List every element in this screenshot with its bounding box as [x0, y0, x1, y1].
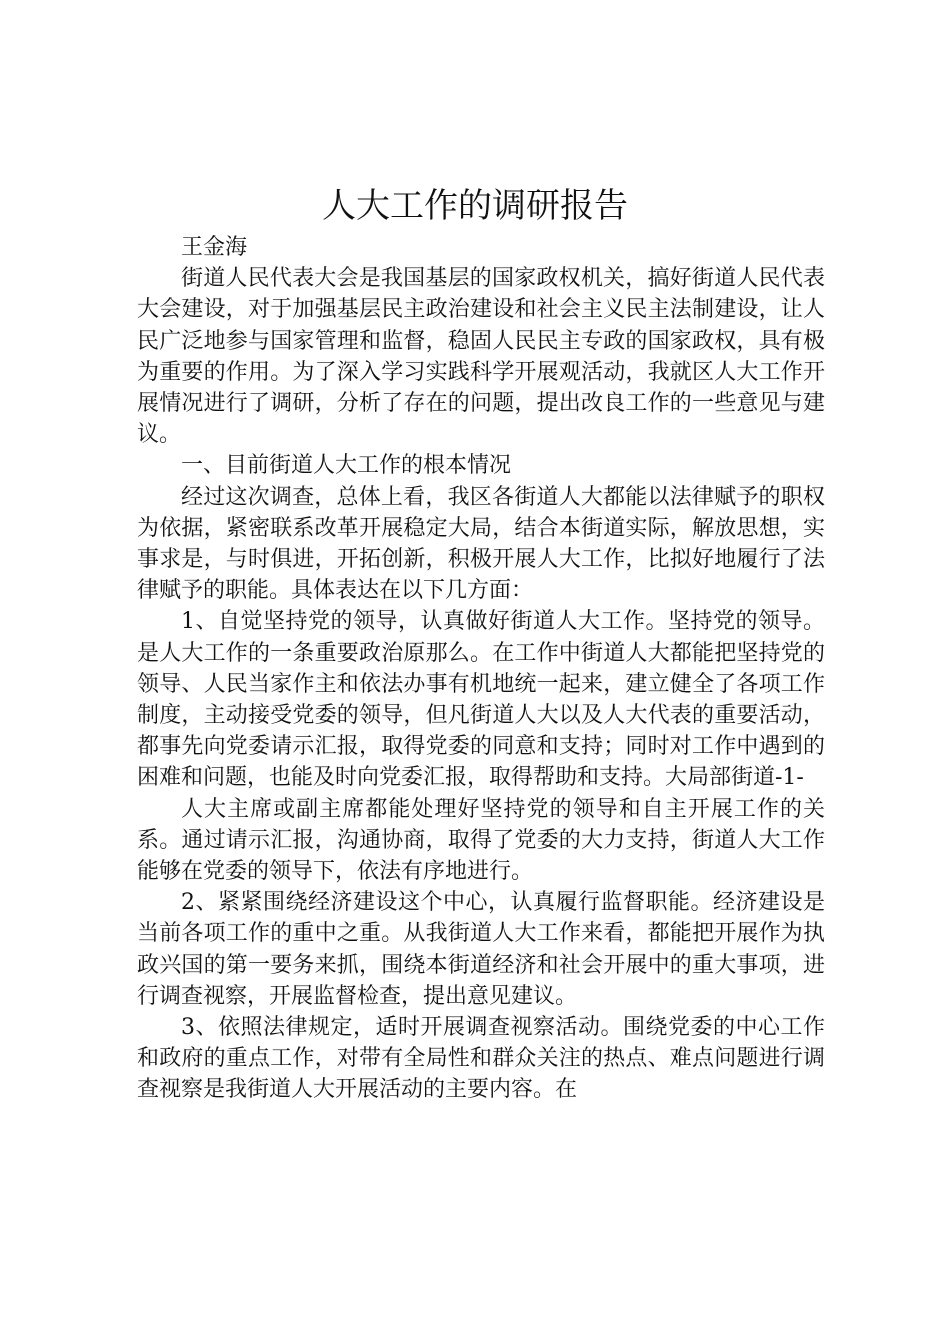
paragraph-overview: 经过这次调查，总体上看，我区各街道人大都能以法律赋予的职权为依据，紧密联系改革开展稳定大局，结合本街道实际，解放思想，实事求是，与时俱进，开拓创新，积极开展人大工作，比拟好地履行了法律赋予的职能。具体表达在以下几方面： — [137, 484, 825, 604]
author-line: 王金海 — [181, 235, 248, 260]
paragraph-point-1-cont: 人大主席或副主席都能处理好坚持党的领导和自主开展工作的关系。通过请示汇报，沟通协商，取得了党委的大力支持，街道人大工作能够在党委的领导下，依法有序地进行。 — [137, 796, 825, 885]
paragraph-point-1: 1、自觉坚持党的领导，认真做好街道人大工作。坚持党的领导。是人大工作的一条重要政治原那么。在工作中街道人大都能把坚持党的领导、人民当家作主和依法办事有机地统一起来，建立健全了各项工作制度，主动接受党委的领导，但凡街道人大以及人大代表的重要活动，都事先向党委请示汇报，取得党委的同意和支持；同时对工作中遇到的困难和问题，也能及时向党委汇报，取得帮助和支持。大局部街道-1- — [137, 609, 825, 791]
section-heading: 一、目前街道人大工作的根本情况 — [181, 453, 512, 479]
paragraph-intro: 街道人民代表大会是我国基层的国家政权机关，搞好街道人民代表大会建设，对于加强基层民主政治建设和社会主义民主法制建设，让人民广泛地参与国家管理和监督，稳固人民民主专政的国家政权，具有极为重要的作用。为了深入学习实践科学开展观活动，我就区人大工作开展情况进行了调研，分析了存在的问题，提出改良工作的一些意见与建议。 — [137, 266, 825, 448]
document-title: 人大工作的调研报告 — [322, 186, 628, 226]
document-body — [137, 232, 825, 1106]
paragraph-point-2: 2、紧紧围绕经济建设这个中心，认真履行监督职能。经济建设是当前各项工作的重中之重。从我街道人大工作来看，都能把开展作为执政兴国的第一要务来抓，围绕本街道经济和社会开展中的重大事项，进行调查视察，开展监督检查，提出意见建议。 — [137, 890, 825, 1009]
paragraph-point-3: 3、依照法律规定，适时开展调查视察活动。围绕党委的中心工作和政府的重点工作，对带有全局性和群众关注的热点、难点问题进行调查视察是我街道人大开展活动的主要内容。在 — [137, 1015, 825, 1103]
